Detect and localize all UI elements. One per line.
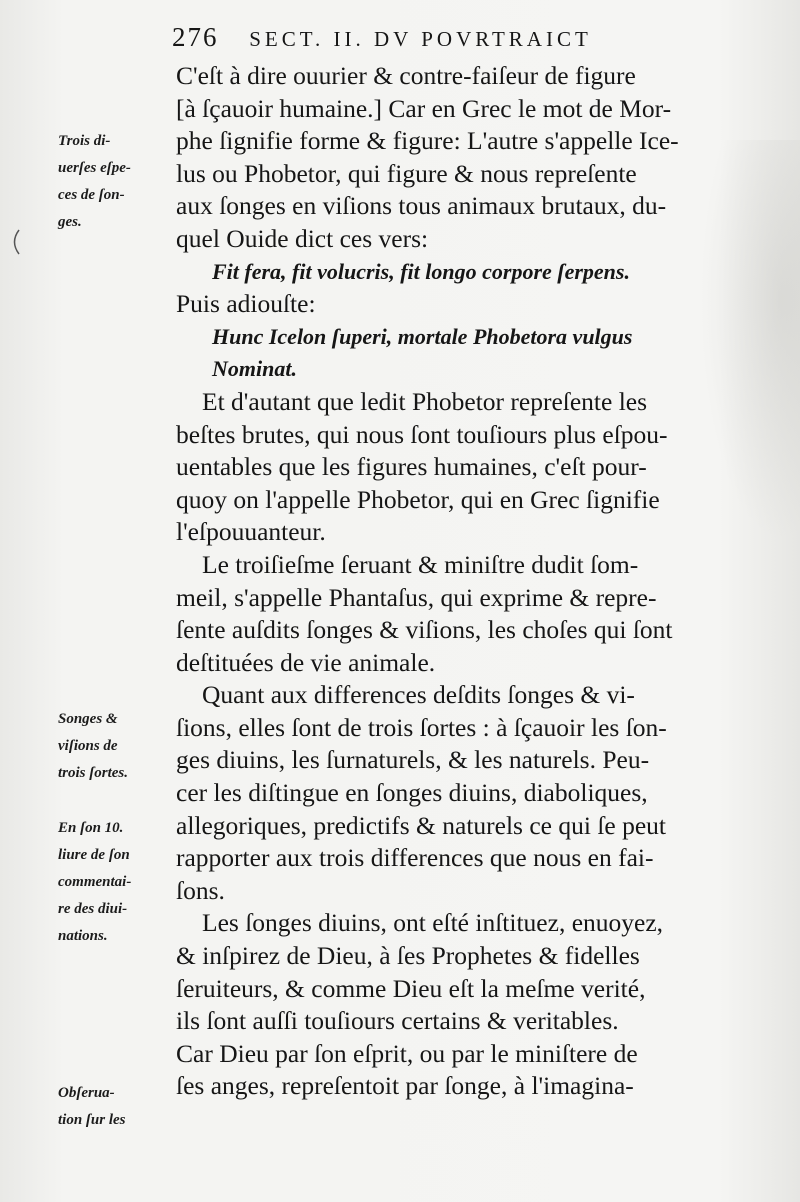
text-line: ſions, elles ſont de trois ſortes : à ſçauoir les ſon- <box>176 712 667 742</box>
margin-line: nations. <box>58 928 108 944</box>
text-line: ſons. <box>176 875 225 905</box>
text-line: ſente auſdits ſonges & viſions, les choſes qui ſont <box>176 615 673 645</box>
text-line: Puis adiouſte: <box>176 289 316 319</box>
margin-line: viſions de <box>58 738 118 754</box>
margin-note <box>58 128 178 236</box>
margin-line: Trois di- <box>58 133 111 149</box>
margin-line: ces de ſon- <box>58 187 125 203</box>
text-line: & inſpirez de Dieu, à ſes Prophetes & fidelles <box>176 941 640 971</box>
margin-line: En ſon 10. <box>58 820 124 836</box>
body-text <box>176 60 772 1103</box>
text-line: quel Ouide dict ces vers: <box>176 223 429 253</box>
margin-line: trois ſortes. <box>58 765 129 781</box>
text-line: uentables que les figures humaines, c'eſt pour- <box>176 452 647 482</box>
text-line: Quant aux differences deſdits ſonges & vi- <box>202 680 635 710</box>
text-line: ſeruiteurs, & comme Dieu eſt la meſme verité, <box>176 973 646 1003</box>
margin-bracket-icon <box>8 228 22 256</box>
text-line: phe ſignifie forme & figure: L'autre s'appelle Ice- <box>176 126 679 156</box>
text-line: allegoriques, predictifs & naturels ce qui ſe peut <box>176 810 667 840</box>
text-line: aux ſonges en viſions tous animaux brutaux, du- <box>176 191 667 221</box>
text-line: Le troiſieſme ſeruant & miniſtre dudit ſom- <box>202 549 639 579</box>
running-header <box>172 22 592 53</box>
verse-line: Fit fera, fit volucris, fit longo corpore ſerpens. <box>212 258 630 284</box>
text-line: ges diuins, les ſurnaturels, & les naturels. Peu- <box>176 745 650 775</box>
text-line: meil, s'appelle Phantaſus, qui exprime & repre- <box>176 582 657 612</box>
margin-line: tion ſur les <box>58 1112 126 1128</box>
text-line: beſtes brutes, qui nous ſont touſiours plus eſpou- <box>176 419 668 449</box>
text-line: Et d'autant que ledit Phobetor repreſente les <box>202 386 648 416</box>
text-line: Car Dieu par ſon eſprit, ou par le miniſtere de <box>176 1038 638 1068</box>
text-line: rapporter aux trois differences que nous en fai- <box>176 843 654 873</box>
margin-line: Obſerua- <box>58 1085 115 1101</box>
text-line: ſes anges, repreſentoit par ſonge, à l'imagina- <box>176 1071 634 1101</box>
margin-line: re des diui- <box>58 901 128 917</box>
text-line: [à ſçauoir humaine.] Car en Grec le mot de Mor- <box>176 93 672 123</box>
text-line: C'eſt à dire ouurier & contre-faiſeur de figure <box>176 61 636 90</box>
margin-note <box>58 815 178 950</box>
margin-line: ges. <box>58 214 82 230</box>
text-line: quoy on l'appelle Phobetor, qui en Grec ſignifie <box>176 484 660 514</box>
text-line: deſtituées de vie animale. <box>176 647 436 677</box>
margin-line: uerſes eſpe- <box>58 160 131 176</box>
text-line: lus ou Phobetor, qui figure & nous repreſente <box>176 158 637 188</box>
margin-line: commentai- <box>58 874 132 890</box>
page-number: 276 <box>172 22 219 52</box>
verse-line: Nominat. <box>212 356 297 382</box>
margin-line: liure de ſon <box>58 847 130 863</box>
verse-line: Hunc Icelon ſuperi, mortale Phobetora vulgus <box>212 323 633 349</box>
text-line: Les ſonges diuins, ont eſté inſtituez, enuoyez, <box>202 908 664 938</box>
margin-note <box>58 706 178 787</box>
text-line: l'eſpouuanteur. <box>176 517 326 547</box>
text-line: ils ſont auſſi touſiours certains & veritables. <box>176 1006 619 1036</box>
margin-note <box>58 1080 178 1134</box>
running-title: SECT. II. DV POVRTRAICT <box>249 27 592 51</box>
margin-line: Songes & <box>58 711 118 727</box>
text-line: cer les diſtingue en ſonges diuins, diaboliques, <box>176 778 648 808</box>
